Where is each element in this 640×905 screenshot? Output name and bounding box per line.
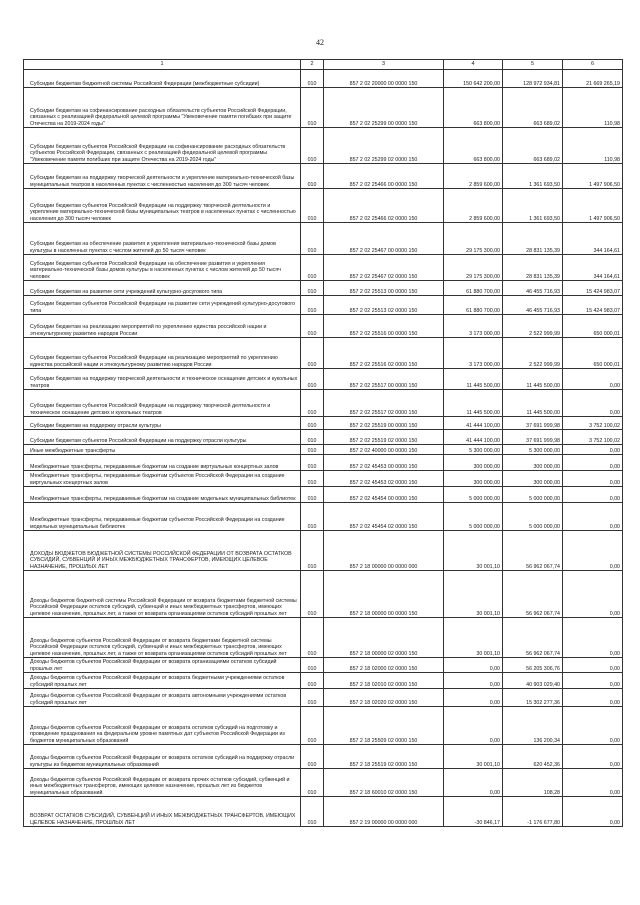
row-description: Субсидии бюджетам на поддержку творческой деятельности и техническое оснащение детских и кукольных театров	[24, 369, 301, 390]
row-line-code: 010	[301, 189, 324, 223]
row-line-code: 010	[301, 797, 324, 827]
row-executed-amount: 300 000,00	[503, 471, 563, 487]
row-budget-code: 857 2 02 25519 02 0000 150	[324, 430, 444, 445]
row-description: Межбюджетные трансферты, передаваемые бюджетам на создание модельных муниципальных библиотек	[24, 487, 301, 503]
row-description: Иные межбюджетные трансферты	[24, 445, 301, 455]
row-executed-amount: 15 302 277,36	[503, 689, 563, 707]
row-budget-code: 857 2 18 60010 02 0000 150	[324, 769, 444, 797]
row-description: ВОЗВРАТ ОСТАТКОВ СУБСИДИЙ, СУБВЕНЦИЙ И ИНЫХ МЕЖБЮДЖЕТНЫХ ТРАНСФЕРТОВ, ИМЕЮЩИХ ЦЕЛЕВОЕ НАЗНАЧЕНИЕ, ПРОШЛЫХ ЛЕТ	[24, 797, 301, 827]
column-header: 2	[301, 60, 324, 70]
row-budget-code: 857 2 18 00000 00 0000 150	[324, 571, 444, 618]
row-unexecuted-amount: 15 424 983,07	[563, 281, 623, 296]
row-line-code: 010	[301, 88, 324, 128]
row-line-code: 010	[301, 707, 324, 745]
row-line-code: 010	[301, 296, 324, 315]
row-line-code: 010	[301, 430, 324, 445]
row-unexecuted-amount: 1 497 906,50	[563, 164, 623, 189]
row-budget-code: 857 2 02 25299 02 0000 150	[324, 128, 444, 164]
row-line-code: 010	[301, 689, 324, 707]
row-description: Субсидии бюджетам на поддержку творческой деятельности и укрепление материально-технической базы муниципальных театров в населенных пунктах с численностью населения до 300 тысяч человек	[24, 164, 301, 189]
table-row	[24, 315, 623, 338]
row-description: Субсидии бюджетам бюджетной системы Российской Федерации (межбюджетные субсидии)	[24, 70, 301, 88]
row-budget-code: 857 2 18 02010 02 0000 150	[324, 673, 444, 689]
row-approved-amount: 61 880 700,00	[444, 296, 503, 315]
row-approved-amount: 30 001,10	[444, 531, 503, 571]
row-approved-amount: 5 300 000,00	[444, 445, 503, 455]
table-row	[24, 430, 623, 445]
row-line-code: 010	[301, 223, 324, 255]
row-executed-amount: 5 000 000,00	[503, 503, 563, 531]
row-executed-amount: 28 831 135,39	[503, 223, 563, 255]
row-line-code: 010	[301, 281, 324, 296]
row-description: Субсидии бюджетам на развитие сети учреждений культурно-досугового типа	[24, 281, 301, 296]
row-approved-amount: 3 173 000,00	[444, 315, 503, 338]
row-executed-amount: 37 691 999,98	[503, 430, 563, 445]
row-unexecuted-amount: 15 424 983,07	[563, 296, 623, 315]
row-unexecuted-amount: 3 752 100,02	[563, 430, 623, 445]
row-budget-code: 857 2 02 25467 02 0000 150	[324, 255, 444, 281]
column-header: 4	[444, 60, 503, 70]
row-line-code: 010	[301, 618, 324, 658]
column-header: 3	[324, 60, 444, 70]
table-row	[24, 503, 623, 531]
row-unexecuted-amount: 0,00	[563, 369, 623, 390]
row-executed-amount: 620 452,36	[503, 745, 563, 769]
row-approved-amount: 3 173 000,00	[444, 338, 503, 369]
row-approved-amount: 0,00	[444, 769, 503, 797]
row-executed-amount: 300 000,00	[503, 455, 563, 471]
row-unexecuted-amount: 0,00	[563, 487, 623, 503]
row-budget-code: 857 2 02 25467 00 0000 150	[324, 223, 444, 255]
table-row	[24, 255, 623, 281]
row-approved-amount: 0,00	[444, 707, 503, 745]
table-row	[24, 658, 623, 673]
row-executed-amount: 108,28	[503, 769, 563, 797]
row-unexecuted-amount: 0,00	[563, 707, 623, 745]
row-budget-code: 857 2 18 00000 00 0000 000	[324, 531, 444, 571]
row-approved-amount: 0,00	[444, 689, 503, 707]
row-executed-amount: 2 522 999,99	[503, 338, 563, 369]
row-description: Межбюджетные трансферты, передаваемые бюджетам субъектов Российской Федерации на создание модельных муниципальных библиотек	[24, 503, 301, 531]
row-approved-amount: 0,00	[444, 658, 503, 673]
row-line-code: 010	[301, 658, 324, 673]
row-description: Субсидии бюджетам субъектов Российской Федерации на поддержку творческой деятельности и укрепление материально-технической базы муниципальных театров в населенных пунктах с численностью населения до 300 тысяч человек	[24, 189, 301, 223]
row-line-code: 010	[301, 128, 324, 164]
row-unexecuted-amount: 0,00	[563, 471, 623, 487]
row-executed-amount: 11 445 500,00	[503, 369, 563, 390]
row-budget-code: 857 2 02 25299 00 0000 150	[324, 88, 444, 128]
row-description: Субсидии бюджетам на реализацию мероприятий по укреплению единства российской нации и этнокультурному развитию народов России	[24, 315, 301, 338]
table-row	[24, 769, 623, 797]
row-executed-amount: 46 455 716,93	[503, 281, 563, 296]
budget-table	[23, 59, 623, 827]
row-unexecuted-amount: 0,00	[563, 769, 623, 797]
table-row	[24, 281, 623, 296]
row-description: Доходы бюджетов субъектов Российской Федерации от возврата бюджетными учреждениями остатков субсидий прошлых лет	[24, 673, 301, 689]
row-description: Доходы бюджетов бюджетной системы Российской Федерации от возврата бюджетами бюджетной системы Российской Федерации остатков субсидий, субвенций и иных межбюджетных трансфертов, имеющих целевое назначение, прошлых лет, а также от возврата организациями остатков субсидий прошлых лет	[24, 571, 301, 618]
row-budget-code: 857 2 02 25466 02 0000 150	[324, 189, 444, 223]
row-executed-amount: 5 000 000,00	[503, 487, 563, 503]
table-row	[24, 189, 623, 223]
row-executed-amount: 46 455 716,93	[503, 296, 563, 315]
row-executed-amount: 5 300 000,00	[503, 445, 563, 455]
row-unexecuted-amount: 3 752 100,02	[563, 417, 623, 430]
row-line-code: 010	[301, 455, 324, 471]
row-line-code: 010	[301, 390, 324, 417]
table-body	[24, 70, 623, 827]
row-unexecuted-amount: 0,00	[563, 745, 623, 769]
row-description: Субсидии бюджетам субъектов Российской Федерации на обеспечение развития и укрепления материально-технической базы домов культуры в населенных пунктах с числом жителей до 50 тысяч человек	[24, 255, 301, 281]
row-executed-amount: 128 972 934,81	[503, 70, 563, 88]
row-approved-amount: 663 800,00	[444, 128, 503, 164]
row-budget-code: 857 2 19 00000 00 0000 000	[324, 797, 444, 827]
row-budget-code: 857 2 02 25516 00 0000 150	[324, 315, 444, 338]
table-row	[24, 797, 623, 827]
row-description: Межбюджетные трансферты, передаваемые бюджетам на создание виртуальных концертных залов	[24, 455, 301, 471]
row-unexecuted-amount: 0,00	[563, 658, 623, 673]
row-line-code: 010	[301, 164, 324, 189]
table-row	[24, 417, 623, 430]
table-row	[24, 338, 623, 369]
table-row	[24, 164, 623, 189]
row-description: Субсидии бюджетам на софинансирование расходных обязательств субъектов Российской Федерации, связанных с реализацией федеральной целевой программы "Увековечение памяти погибших при защите Отечества на 2019-2024 годы"	[24, 88, 301, 128]
row-unexecuted-amount: 0,00	[563, 673, 623, 689]
row-approved-amount: 2 859 600,00	[444, 164, 503, 189]
row-approved-amount: 41 444 100,00	[444, 430, 503, 445]
row-unexecuted-amount: 344 164,61	[563, 255, 623, 281]
row-budget-code: 857 2 18 25509 02 0000 150	[324, 707, 444, 745]
row-description: Доходы бюджетов субъектов Российской Федерации от возврата остатков субсидий на поддержку отрасли культуры из бюджетов муниципальных образований	[24, 745, 301, 769]
row-line-code: 010	[301, 417, 324, 430]
row-description: Доходы бюджетов субъектов Российской Федерации от возврата бюджетами бюджетной системы Российской Федерации остатков субсидий, субвенций и иных межбюджетных трансфертов, имеющих целевое назначение, прошлых лет, а также от возврата организациями остатков субсидий прошлых лет	[24, 618, 301, 658]
row-approved-amount: 11 445 500,00	[444, 369, 503, 390]
row-unexecuted-amount: 344 164,61	[563, 223, 623, 255]
table-row	[24, 471, 623, 487]
row-budget-code: 857 2 18 00000 02 0000 150	[324, 618, 444, 658]
page-number: 42	[316, 38, 324, 47]
table-row	[24, 296, 623, 315]
row-approved-amount: -30 846,17	[444, 797, 503, 827]
row-approved-amount: 30 001,10	[444, 571, 503, 618]
row-description: ДОХОДЫ БЮДЖЕТОВ БЮДЖЕТНОЙ СИСТЕМЫ РОССИЙСКОЙ ФЕДЕРАЦИИ ОТ ВОЗВРАТА ОСТАТКОВ СУБСИДИЙ, СУБВЕНЦИЙ И ИНЫХ МЕЖБЮДЖЕТНЫХ ТРАНСФЕРТОВ, ИМЕЮЩИХ ЦЕЛЕВОЕ НАЗНАЧЕНИЕ, ПРОШЛЫХ ЛЕТ	[24, 531, 301, 571]
table-row	[24, 445, 623, 455]
row-line-code: 010	[301, 338, 324, 369]
row-budget-code: 857 2 02 45454 02 0000 150	[324, 503, 444, 531]
row-budget-code: 857 2 02 25519 00 0000 150	[324, 417, 444, 430]
table-row	[24, 618, 623, 658]
row-line-code: 010	[301, 673, 324, 689]
table-row	[24, 128, 623, 164]
table-header-row	[24, 60, 623, 70]
row-executed-amount: 1 361 693,50	[503, 189, 563, 223]
row-description: Субсидии бюджетам субъектов Российской Федерации на поддержку отрасли культуры	[24, 430, 301, 445]
row-executed-amount: 11 445 500,00	[503, 390, 563, 417]
row-executed-amount: -1 176 677,80	[503, 797, 563, 827]
row-approved-amount: 5 000 000,00	[444, 503, 503, 531]
row-executed-amount: 56 962 067,74	[503, 531, 563, 571]
row-executed-amount: 56 205 306,76	[503, 658, 563, 673]
row-approved-amount: 41 444 100,00	[444, 417, 503, 430]
row-budget-code: 857 2 02 25517 00 0000 150	[324, 369, 444, 390]
row-approved-amount: 30 001,10	[444, 745, 503, 769]
row-budget-code: 857 2 02 25466 00 0000 150	[324, 164, 444, 189]
table-row	[24, 88, 623, 128]
table-row	[24, 673, 623, 689]
row-description: Доходы бюджетов субъектов Российской Федерации от возврата остатков субсидий на подготовку и проведение празднования на федеральном уровне памятных дат субъектов Российской Федерации из бюджетов муниципальных образований	[24, 707, 301, 745]
row-line-code: 010	[301, 503, 324, 531]
row-approved-amount: 61 880 700,00	[444, 281, 503, 296]
row-description: Доходы бюджетов субъектов Российской Федерации от возврата организациями остатков субсидий прошлых лет	[24, 658, 301, 673]
table-row	[24, 689, 623, 707]
row-line-code: 010	[301, 445, 324, 455]
row-line-code: 010	[301, 70, 324, 88]
row-unexecuted-amount: 650 000,01	[563, 315, 623, 338]
row-line-code: 010	[301, 255, 324, 281]
table-row	[24, 223, 623, 255]
table-row	[24, 745, 623, 769]
row-unexecuted-amount: 21 669 265,19	[563, 70, 623, 88]
row-line-code: 010	[301, 745, 324, 769]
row-unexecuted-amount: 110,98	[563, 128, 623, 164]
row-unexecuted-amount: 0,00	[563, 503, 623, 531]
row-unexecuted-amount: 0,00	[563, 689, 623, 707]
row-budget-code: 857 2 18 02020 02 0000 150	[324, 689, 444, 707]
table-row	[24, 455, 623, 471]
table-row	[24, 70, 623, 88]
row-budget-code: 857 2 02 45454 00 0000 150	[324, 487, 444, 503]
row-description: Субсидии бюджетам на обеспечение развития и укрепления материально-технической базы домов культуры в населенных пунктах с числом жителей до 50 тысяч человек	[24, 223, 301, 255]
row-budget-code: 857 2 02 45453 00 0000 150	[324, 455, 444, 471]
table-row	[24, 531, 623, 571]
row-budget-code: 857 2 02 25517 02 0000 150	[324, 390, 444, 417]
table-row	[24, 369, 623, 390]
row-approved-amount: 30 001,10	[444, 618, 503, 658]
column-header: 5	[503, 60, 563, 70]
row-approved-amount: 29 175 300,00	[444, 255, 503, 281]
row-description: Субсидии бюджетам субъектов Российской Федерации на софинансирование расходных обязательств субъектов Российской Федерации, связанных с реализацией федеральной целевой программы "Увековечение памяти погибших при защите Отечества на 2019-2024 годы"	[24, 128, 301, 164]
row-executed-amount: 37 691 999,98	[503, 417, 563, 430]
row-unexecuted-amount: 110,98	[563, 88, 623, 128]
table-row	[24, 390, 623, 417]
row-executed-amount: 1 361 693,50	[503, 164, 563, 189]
row-executed-amount: 2 522 999,99	[503, 315, 563, 338]
row-executed-amount: 56 962 067,74	[503, 618, 563, 658]
row-budget-code: 857 2 02 20000 00 0000 150	[324, 70, 444, 88]
row-description: Доходы бюджетов субъектов Российской Федерации от возврата автономными учреждениями остатков субсидий прошлых лет	[24, 689, 301, 707]
row-approved-amount: 150 642 200,00	[444, 70, 503, 88]
row-executed-amount: 663 689,02	[503, 128, 563, 164]
row-approved-amount: 300 000,00	[444, 471, 503, 487]
table-row	[24, 707, 623, 745]
row-unexecuted-amount: 0,00	[563, 455, 623, 471]
row-description: Межбюджетные трансферты, передаваемые бюджетам субъектов Российской Федерации на создание виртуальных концертных залов	[24, 471, 301, 487]
row-unexecuted-amount: 0,00	[563, 531, 623, 571]
row-approved-amount: 29 175 300,00	[444, 223, 503, 255]
row-approved-amount: 300 000,00	[444, 455, 503, 471]
row-line-code: 010	[301, 531, 324, 571]
row-description: Субсидии бюджетам субъектов Российской Федерации на реализацию мероприятий по укреплению единства российской нации и этнокультурному развитию народов России	[24, 338, 301, 369]
row-approved-amount: 0,00	[444, 673, 503, 689]
row-line-code: 010	[301, 471, 324, 487]
row-executed-amount: 40 903 029,40	[503, 673, 563, 689]
row-executed-amount: 56 962 067,74	[503, 571, 563, 618]
row-unexecuted-amount: 0,00	[563, 797, 623, 827]
row-description: Субсидии бюджетам субъектов Российской Федерации на поддержку творческой деятельности и техническое оснащение детских и кукольных театров	[24, 390, 301, 417]
row-line-code: 010	[301, 487, 324, 503]
row-budget-code: 857 2 02 25516 02 0000 150	[324, 338, 444, 369]
row-description: Субсидии бюджетам субъектов Российской Федерации на развитие сети учреждений культурно-досугового типа	[24, 296, 301, 315]
row-unexecuted-amount: 650 000,01	[563, 338, 623, 369]
row-budget-code: 857 2 18 02000 02 0000 150	[324, 658, 444, 673]
row-line-code: 010	[301, 571, 324, 618]
row-budget-code: 857 2 02 45453 02 0000 150	[324, 471, 444, 487]
row-unexecuted-amount: 1 497 906,50	[563, 189, 623, 223]
row-unexecuted-amount: 0,00	[563, 390, 623, 417]
column-header: 6	[563, 60, 623, 70]
row-line-code: 010	[301, 369, 324, 390]
row-description: Субсидии бюджетам на поддержку отрасли культуры	[24, 417, 301, 430]
row-line-code: 010	[301, 769, 324, 797]
row-unexecuted-amount: 0,00	[563, 445, 623, 455]
row-budget-code: 857 2 02 25513 02 0000 150	[324, 296, 444, 315]
row-approved-amount: 663 800,00	[444, 88, 503, 128]
column-header: 1	[24, 60, 301, 70]
row-budget-code: 857 2 18 25519 02 0000 150	[324, 745, 444, 769]
row-description: Доходы бюджетов субъектов Российской Федерации от возврата прочих остатков субсидий, субвенций и иных межбюджетных трансфертов, имеющих целевое назначение, прошлых лет из бюджетов муниципальных образований	[24, 769, 301, 797]
row-unexecuted-amount: 0,00	[563, 618, 623, 658]
row-executed-amount: 136 200,34	[503, 707, 563, 745]
row-approved-amount: 2 859 600,00	[444, 189, 503, 223]
row-budget-code: 857 2 02 25513 00 0000 150	[324, 281, 444, 296]
row-executed-amount: 663 689,02	[503, 88, 563, 128]
row-line-code: 010	[301, 315, 324, 338]
row-executed-amount: 28 831 135,39	[503, 255, 563, 281]
table-row	[24, 487, 623, 503]
row-budget-code: 857 2 02 40000 00 0000 150	[324, 445, 444, 455]
row-approved-amount: 5 000 000,00	[444, 487, 503, 503]
row-approved-amount: 11 445 500,00	[444, 390, 503, 417]
table-row	[24, 571, 623, 618]
row-unexecuted-amount: 0,00	[563, 571, 623, 618]
